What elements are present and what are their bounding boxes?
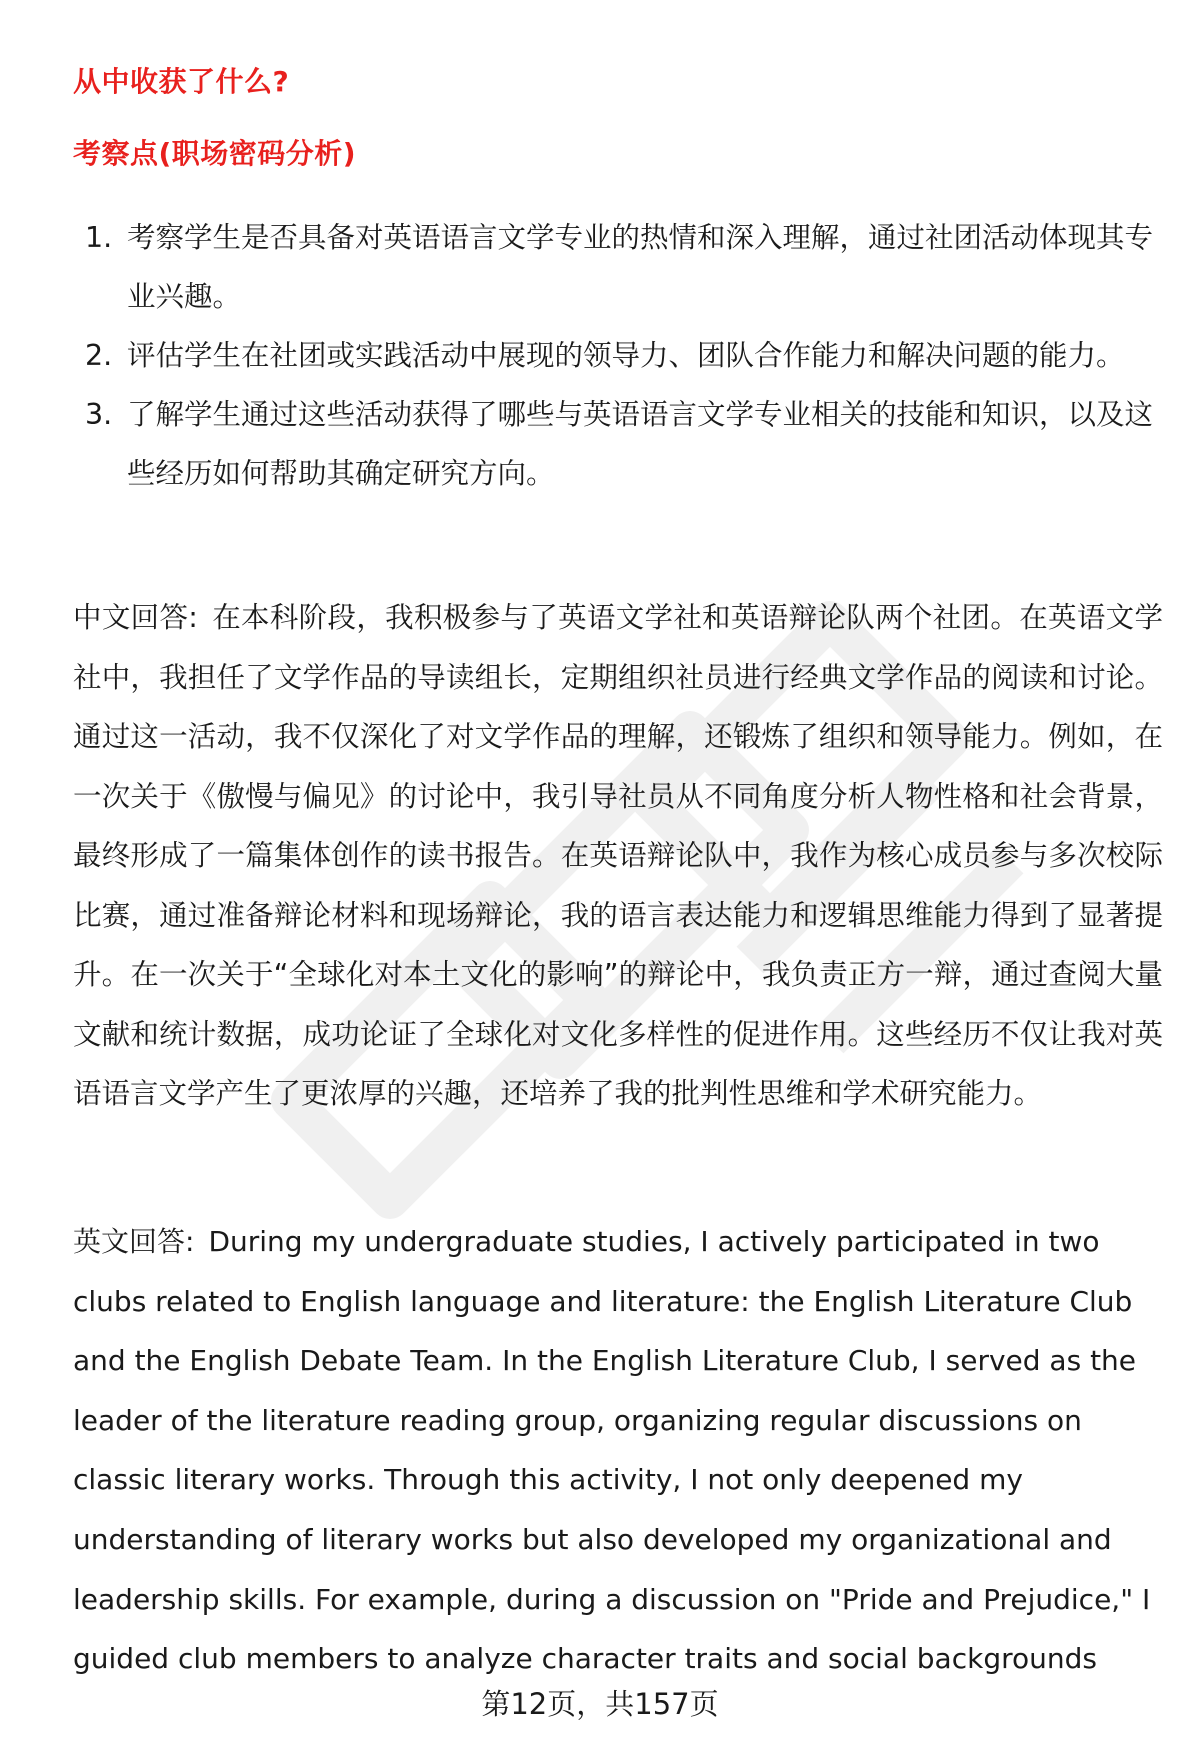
list-item-number: 2. [85,339,113,372]
list-item [80,385,1160,503]
chinese-answer-paragraph [73,588,1163,1124]
assessment-points-list [80,208,1160,503]
list-item [80,326,1160,385]
english-answer-label: 英文回答: [73,1225,195,1258]
chinese-answer-text: 在本科阶段，我积极参与了英语文学社和英语辩论队两个社团。在英语文学社中，我担任了文学作品的导读组长，定期组织社员进行经典文学作品的阅读和讨论。通过这一活动，我不仅深化了对文学作品的理解，还锻炼了组织和领导能力。例如，在一次关于《傲慢与偏见》的讨论中，我引导社员从不同角度分析人物性格和社会背景，最终形成了一篇集体创作的读书报告。在英语辩论队中，我作为核心成员参与多次校际比赛，通过准备辩论材料和现场辩论，我的语言表达能力和逻辑思维能力得到了显著提升。在一次关于“全球化对本土文化的影响”的辩论中，我负责正方一辩，通过查阅大量文献和统计数据，成功论证了全球化对文化多样性的促进作用。这些经历不仅让我对英语语言文学产生了更浓厚的兴趣，还培养了我的批判性思维和学术研究能力。 [73,601,1163,1110]
list-item-number: 1. [85,221,113,254]
section-heading-assessment: 考察点(职场密码分析) [73,137,357,170]
list-item-text: 考察学生是否具备对英语语言文学专业的热情和深入理解，通过社团活动体现其专业兴趣。 [127,221,1154,313]
english-answer-text: During my undergraduate studies, I actively participated in two clubs related to English language and literature: the English Literature Club and the English Debate Team. In the English Literature Club, I served as the leader of the literature reading group, organizing regular discussions on classic literary works. Through this activity, I not only deepened my understanding of literary works but also developed my organizational and leadership skills. For example, during a discussion on "Pride and Prejudice," I guided club members to analyze character traits and social backgrounds [73,1225,1151,1676]
list-item-text: 了解学生通过这些活动获得了哪些与英语语言文学专业相关的技能和知识，以及这些经历如何帮助其确定研究方向。 [127,398,1154,490]
list-item-number: 3. [85,398,113,431]
list-item-text: 评估学生在社团或实践活动中展现的领导力、团队合作能力和解决问题的能力。 [127,339,1125,372]
english-answer-paragraph [73,1212,1163,1692]
page-number-footer: 第12页，共157页 [481,1687,719,1721]
list-item [80,208,1160,326]
chinese-answer-label: 中文回答: [73,601,198,634]
section-heading-gains: 从中收获了什么? [73,65,290,98]
